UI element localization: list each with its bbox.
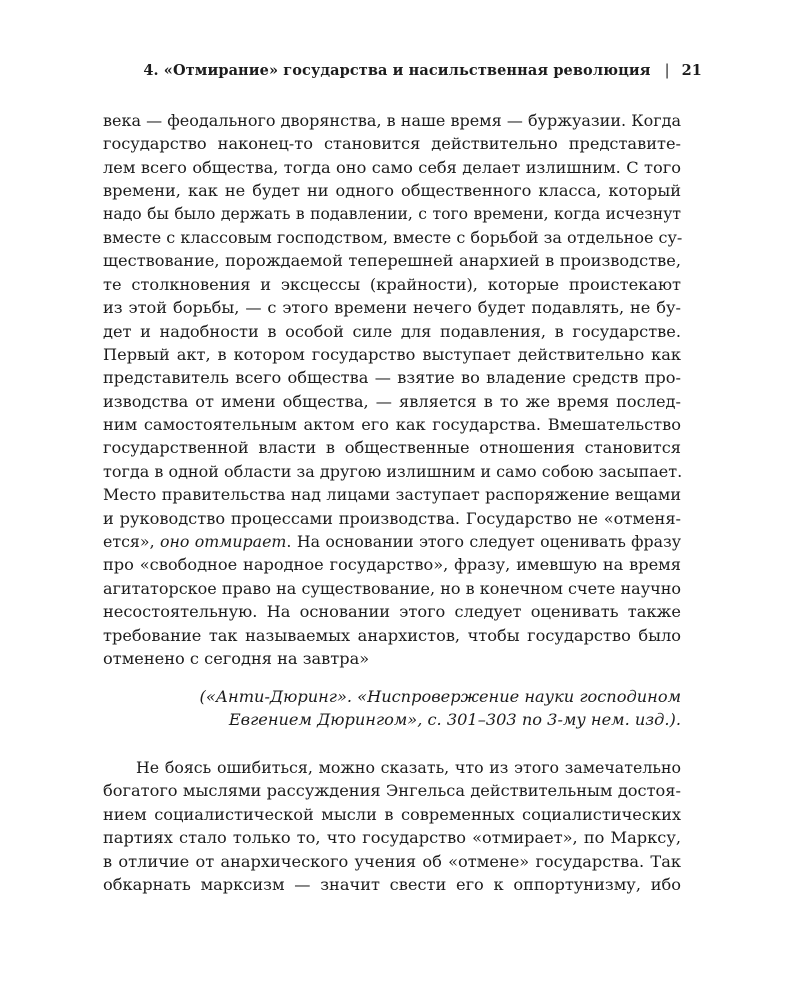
commentary-paragraph: [103, 756, 681, 896]
quote-line: Первый акт, в котором государство выступает действительно как: [103, 344, 681, 364]
quote-line: надо бы было держать в подавлении, с того времени, когда исчезнут: [103, 204, 681, 223]
header-separator: |: [664, 63, 670, 79]
paragraph-line: в отличие от анархического учения об «отмене» государства. Так: [103, 851, 681, 871]
quote-line: лем всего общества, тогда оно само себя делает излишним. С того: [103, 157, 681, 177]
paragraph-line: обкарнать марксизм — значит свести его к оппортунизму, ибо: [103, 874, 681, 894]
quote-line: века — феодального дворянства, в наше время — буржуазии. Когда: [103, 111, 681, 130]
quote-line-end: . На основании этого следует оценивать фразу: [286, 532, 681, 552]
citation-line: («Анти-Дюринг». «Ниспровержение науки господином: [199, 687, 681, 706]
quote-line: требование так называемых анархистов, чтобы государство было: [103, 625, 681, 645]
quote-line: и руководство процессами производства. Государство не «отменя-: [103, 508, 681, 528]
quote-line-start: ется»,: [103, 532, 155, 552]
quote-line: агитаторское право на существование, но в конечном счете научно: [103, 578, 681, 598]
quote-line: дет и надобности в особой силе для подавления, в государстве.: [103, 321, 681, 341]
quote-line: ним самостоятельным актом его как государства. Вмешательство: [103, 415, 681, 435]
quote-line-mixed: [103, 530, 681, 553]
quote-line: несостоятельную. На основании этого следует оценивать также: [103, 602, 681, 622]
quote-line: тогда в одной области за другою излишним и само собою засыпает.: [103, 461, 683, 481]
quote-line: государственной власти в общественные отношения становится: [103, 438, 681, 458]
quote-line: Место правительства над лицами заступает распоряжение вещами: [103, 485, 681, 505]
page-number: 21: [681, 62, 702, 79]
quote-line: из этой борьбы, — с этого времени нечего будет подавлять, не бу-: [103, 298, 681, 318]
citation-line: Евгением Дюрингом», с. 301–303 по 3-му нем. изд.).: [228, 710, 681, 730]
paragraph-line: Не боясь ошибиться, можно сказать, что из этого замечательно: [136, 758, 681, 777]
quote-line: отменено с сегодня на завтра»: [103, 648, 370, 668]
quote-line: изводства от имени общества, — является в то же время послед-: [103, 391, 681, 411]
quote-line: про «свободное народное государство», фразу, имевшую на время: [103, 555, 681, 575]
quote-line: времени, как не будет ни одного общественного класса, который: [103, 181, 681, 201]
quote-line: государство наконец-то становится действительно представите-: [103, 134, 681, 154]
quote-line: представитель всего общества — взятие во владение средств про-: [103, 368, 681, 388]
quote-emphasis: оно отмирает: [159, 532, 287, 552]
source-citation: [103, 685, 681, 732]
quote-line: вместе с классовым господством, вместе с борьбой за отдельное су-: [103, 227, 683, 247]
paragraph-line: партиях стало только то, что государство «отмирает», по Марксу,: [103, 828, 681, 848]
running-header: [100, 62, 702, 79]
quote-line: ществование, порождаемой теперешней анархией в производстве,: [103, 251, 681, 271]
paragraph-line: богатого мыслями рассуждения Энгельса действительным достоя-: [103, 781, 681, 801]
quote-line: те столкновения и эксцессы (крайности), которые проистекают: [103, 274, 681, 294]
engels-quote: [103, 109, 681, 670]
chapter-title: 4. «Отмирание» государства и насильственная революция: [143, 62, 651, 79]
paragraph-line: нием социалистической мысли в современных социалистических: [103, 804, 681, 824]
